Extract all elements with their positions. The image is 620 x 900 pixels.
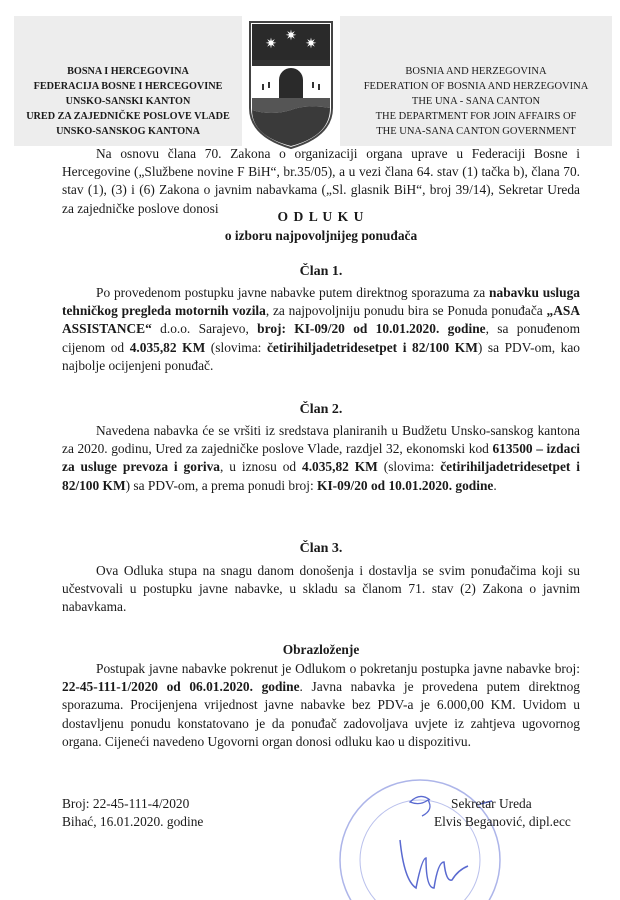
text-segment: Po provedenom postupku javne nabavke putem direktnog sporazuma za <box>96 285 490 300</box>
article-1-text <box>62 284 580 375</box>
article-1-heading: Član 1. <box>299 264 343 279</box>
bold-text: 4.035,82 KM <box>302 459 378 475</box>
text-segment: (slovima: <box>205 339 267 355</box>
text-segment: ) sa PDV-om, a prema ponudi broj: <box>125 477 318 493</box>
header-left-text <box>14 64 242 139</box>
text-segment: . <box>493 477 497 493</box>
text-segment: , u iznosu od <box>220 459 302 475</box>
article-3-text <box>62 562 580 617</box>
header-right-text <box>340 64 612 139</box>
preamble <box>62 145 580 218</box>
svg-text:✷: ✷ <box>305 37 317 52</box>
signatory-name: Elvis Beganović, dipl.ecc <box>434 814 571 829</box>
place-date: Bihać, 16.01.2020. godine <box>62 814 204 829</box>
bold-text: 4.035,82 KM <box>129 339 206 355</box>
bold-text: nabavku usluga tehničkog pregleda motornih vozila <box>62 285 580 319</box>
header-line: FEDERACIJA BOSNE I HERCEGOVINE <box>33 81 223 92</box>
bold-text: četirihiljadetridesetpet i 82/100 KM <box>266 339 478 355</box>
signatory-role: Sekretar Ureda <box>451 796 532 811</box>
bold-text: „ASA ASSISTANCE“ <box>62 303 580 337</box>
header-line: BOSNA I HERCEGOVINA <box>67 66 189 77</box>
svg-text:✷: ✷ <box>265 37 277 52</box>
text-segment: Postupak javne nabavke pokrenut je Odlukom o pokretanju postupka javne nabavke broj: <box>96 661 580 676</box>
coat-of-arms-icon <box>246 18 336 150</box>
bold-text: KI-09/20 od 10.01.2020. godine <box>317 477 494 493</box>
svg-text:✷: ✷ <box>285 29 297 44</box>
header-left <box>14 16 242 146</box>
text-segment: . Javna nabavka je provedena putem direktnog sporazuma. Procijenjena vrijednost javne nabavke bez PDV-a je 6.000,00 KM. Uvidom u dostavljenu ponudu konstatovano je da ponuđač zadovoljava uvjete iz zahtjeva ugovornog organa. Cijeneći navedeno Ugovorni organ donosi odluku kao u dispozitivu. <box>62 679 580 749</box>
header-line: URED ZA ZAJEDNIČKE POSLOVE VLADE <box>26 111 230 122</box>
decision-subtitle: o izboru najpovoljnijeg ponuđača <box>224 228 418 243</box>
bold-text: 22-45-111-1/2020 od 06.01.2020. godine <box>62 679 300 695</box>
header-line: THE UNA - SANA CANTON <box>411 96 541 107</box>
explanation-text <box>62 660 580 751</box>
text-segment: d.o.o. Sarajevo, <box>151 321 258 337</box>
text-segment: , sa ponuđenom cijenom od <box>62 321 581 355</box>
bold-text: broj: KI-09/20 od 10.01.2020. godine <box>257 321 486 337</box>
text-segment: Na osnovu člana 70. Zakona o organizaciji organa uprave u Federaciji Bosne i Hercegovine („Službene novine F BiH“, br.35/05), a u vezi člana 64. stav (1) tačka b), člana 70. stav (1), (3) i (6) Zakona o javnim nabavkama („Sl. glasnik BiH“, broj 39/14), Sekretar Ureda za zajedničke poslove donosi <box>62 146 580 216</box>
decision-title: O D L U K U <box>277 209 365 224</box>
header-line: UNSKO-SANSKI KANTON <box>65 96 191 107</box>
text-segment: , za najpovoljniju ponudu bira se Ponuda ponuđača <box>265 303 547 319</box>
header-line: UNSKO-SANSKOG KANTONA <box>56 126 200 137</box>
bold-text: 613500 – izdaci za usluge prevoza i goriva <box>62 441 580 475</box>
text-segment: Navedena nabavka će se vršiti iz sredstava planiranih u Budžetu Unsko-sanskog kantona za 2020. godinu, Ured za zajedničke poslove Vlade, razdjel 32, ekonomski kod <box>62 423 580 457</box>
document-number: Broj: 22-45-111-4/2020 <box>62 796 190 811</box>
text-segment: Ova Odluka stupa na snagu danom donošenja i dostavlja se svim ponuđačima koji su učestvovali u postupku javne nabavke, u skladu sa članom 71. stav (2) Zakona o javnim nabavkama. <box>62 563 580 615</box>
article-2-text <box>62 422 580 495</box>
header-line: BOSNIA AND HERZEGOVINA <box>405 66 547 77</box>
article-2-heading: Član 2. <box>299 402 343 417</box>
article-3-heading: Član 3. <box>299 541 343 556</box>
text-segment: ) sa PDV-om, kao najbolje ocijenjeni ponuđač. <box>62 339 580 373</box>
text-segment: (slovima: <box>377 459 441 475</box>
header-line: THE UNA-SANA CANTON GOVERNMENT <box>376 126 576 137</box>
explanation-heading: Obrazloženje <box>282 642 360 657</box>
header-right <box>340 16 612 146</box>
bold-text: četirihiljadetridesetpet i 82/100 KM <box>62 459 580 493</box>
header-line: FEDERATION OF BOSNIA AND HERZEGOVINA <box>363 81 589 92</box>
header-line: THE DEPARTMENT FOR JOIN AFFAIRS OF <box>375 111 577 122</box>
